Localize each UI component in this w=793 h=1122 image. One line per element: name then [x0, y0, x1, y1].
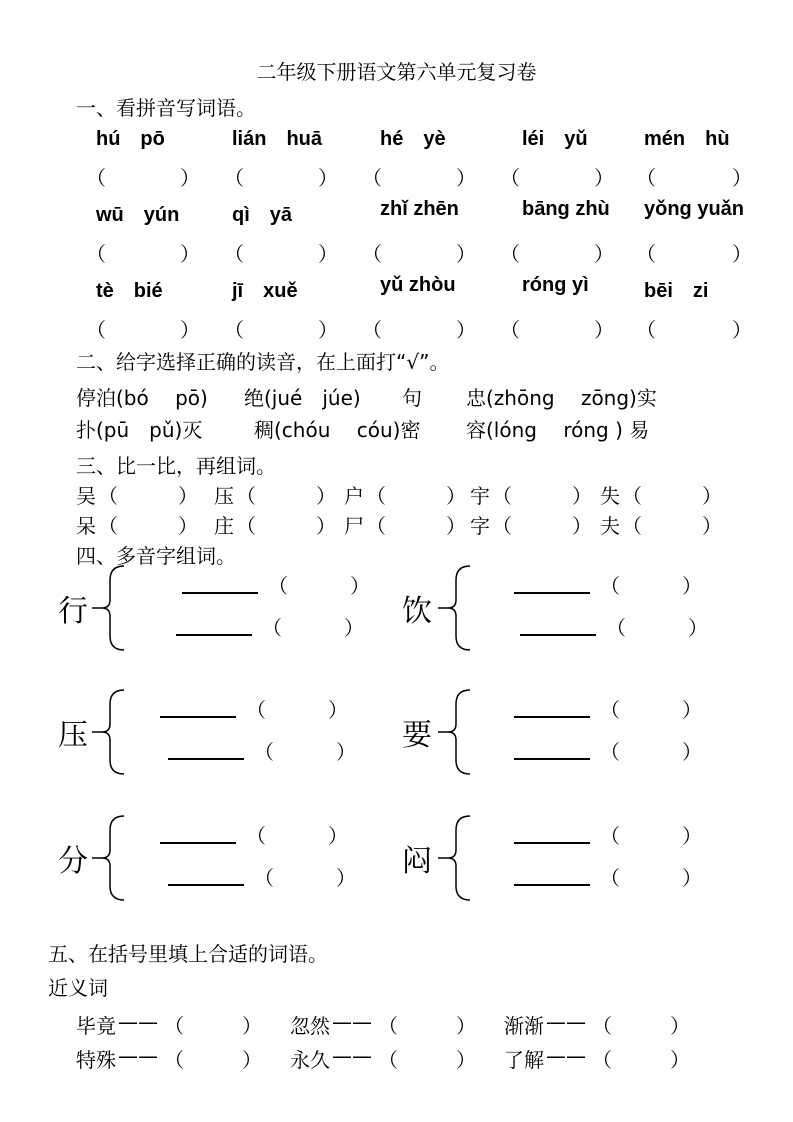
answer-paren-close[interactable]: ）: [732, 318, 752, 342]
answer-paren-close[interactable]: ）: [456, 242, 476, 266]
polyphone-char: 分: [58, 844, 88, 879]
reading-item-5: 扑(pū pǔ)灭: [76, 418, 203, 442]
answer-paren-close[interactable]: ）: [732, 242, 752, 266]
answer-paren-close[interactable]: ）: [178, 514, 198, 538]
answer-paren-open[interactable]: （: [224, 318, 244, 342]
answer-paren-close[interactable]: ）: [446, 484, 466, 508]
answer-paren-close[interactable]: ）: [316, 484, 336, 508]
answer-blank[interactable]: [514, 842, 590, 844]
answer-paren-open[interactable]: （: [366, 484, 386, 508]
answer-paren-close[interactable]: ）: [336, 740, 356, 764]
answer-paren-close[interactable]: ）: [328, 698, 348, 722]
reading-item-2: 绝(jué júe): [244, 386, 361, 410]
answer-paren-close[interactable]: ）: [456, 1048, 476, 1072]
dash: ——: [546, 1010, 586, 1034]
pinyin-word: hú pō: [96, 128, 165, 150]
synonym-word: 了解: [504, 1048, 544, 1072]
section-1-heading: 一、看拼音写词语。: [76, 96, 256, 120]
answer-paren-open[interactable]: （: [98, 514, 118, 538]
answer-paren-close[interactable]: ）: [572, 514, 592, 538]
answer-paren-close[interactable]: ）: [344, 616, 364, 640]
answer-paren-close[interactable]: ）: [682, 698, 702, 722]
answer-paren-open[interactable]: （: [592, 1048, 612, 1072]
answer-paren-close[interactable]: ）: [242, 1014, 262, 1038]
reading-item-4: 忠(zhōng zōng)实: [466, 386, 657, 410]
compare-char: 压: [214, 484, 234, 508]
answer-paren-close[interactable]: ）: [178, 484, 198, 508]
compare-char: 吴: [76, 484, 96, 508]
answer-paren-open[interactable]: （: [246, 698, 266, 722]
answer-paren-open[interactable]: （: [236, 514, 256, 538]
answer-paren-open[interactable]: （: [98, 484, 118, 508]
answer-paren-close[interactable]: ）: [594, 166, 614, 190]
answer-blank[interactable]: [160, 716, 236, 718]
answer-blank[interactable]: [514, 716, 590, 718]
right-brace: [448, 816, 470, 900]
answer-paren-open[interactable]: （: [500, 318, 520, 342]
answer-paren-open[interactable]: （: [164, 1048, 184, 1072]
answer-paren-open[interactable]: （: [492, 484, 512, 508]
answer-paren-open[interactable]: （: [362, 318, 382, 342]
reading-item-3: 句: [402, 386, 422, 410]
answer-paren-open[interactable]: （: [378, 1048, 398, 1072]
answer-paren-close[interactable]: ）: [328, 824, 348, 848]
answer-paren-open[interactable]: （: [246, 824, 266, 848]
dash: ——: [546, 1044, 586, 1068]
answer-paren-close[interactable]: ）: [594, 242, 614, 266]
answer-paren-close[interactable]: ）: [670, 1048, 690, 1072]
answer-paren-open[interactable]: （: [600, 698, 620, 722]
answer-paren-open[interactable]: （: [636, 318, 656, 342]
dash: ——: [118, 1044, 158, 1068]
dash: ——: [118, 1010, 158, 1034]
answer-paren-open[interactable]: （: [622, 484, 642, 508]
answer-paren-open[interactable]: （: [500, 242, 520, 266]
answer-paren-open[interactable]: （: [600, 574, 620, 598]
section-5-heading: 五、在括号里填上合适的词语。: [48, 942, 328, 966]
answer-paren-open[interactable]: （: [268, 574, 288, 598]
left-brace: [102, 816, 124, 900]
pinyin-word: qì yā: [232, 204, 293, 226]
pinyin-word: yǒng yuǎn: [644, 198, 745, 220]
left-brace: [102, 566, 124, 650]
answer-paren-close[interactable]: ）: [242, 1048, 262, 1072]
answer-paren-open[interactable]: （: [224, 166, 244, 190]
answer-blank[interactable]: [514, 758, 590, 760]
synonym-word: 忽然: [290, 1014, 330, 1038]
pinyin-word: wū yún: [96, 204, 180, 226]
answer-paren-close[interactable]: ）: [180, 318, 200, 342]
answer-paren-close[interactable]: ）: [682, 824, 702, 848]
answer-paren-open[interactable]: （: [362, 166, 382, 190]
answer-paren-open[interactable]: （: [622, 514, 642, 538]
pinyin-word: zhǐ zhēn: [380, 198, 459, 220]
compare-char: 宇: [470, 484, 490, 508]
right-brace: [448, 566, 470, 650]
answer-paren-close[interactable]: ）: [318, 318, 338, 342]
dash: ——: [332, 1044, 372, 1068]
answer-paren-open[interactable]: （: [600, 866, 620, 890]
answer-blank[interactable]: [160, 842, 236, 844]
answer-paren-open[interactable]: （: [254, 740, 274, 764]
answer-paren-close[interactable]: ）: [456, 166, 476, 190]
answer-paren-close[interactable]: ）: [594, 318, 614, 342]
answer-paren-open[interactable]: （: [500, 166, 520, 190]
section-4-heading: 四、多音字组词。: [76, 544, 236, 568]
answer-paren-close[interactable]: ）: [316, 514, 336, 538]
pinyin-word: mén hù: [644, 128, 730, 150]
answer-paren-open[interactable]: （: [86, 166, 106, 190]
answer-paren-close[interactable]: ）: [180, 166, 200, 190]
reading-item-7: 容(lóng róng ) 易: [466, 418, 650, 442]
answer-paren-open[interactable]: （: [492, 514, 512, 538]
answer-paren-close[interactable]: ）: [670, 1014, 690, 1038]
compare-char: 尸: [344, 514, 364, 538]
answer-paren-open[interactable]: （: [362, 242, 382, 266]
answer-paren-close[interactable]: ）: [732, 166, 752, 190]
polyphone-char: 闷: [402, 844, 432, 879]
polyphone-char: 行: [58, 594, 88, 629]
compare-char: 呆: [76, 514, 96, 538]
answer-blank[interactable]: [176, 634, 252, 636]
answer-paren-open[interactable]: （: [254, 866, 274, 890]
pinyin-word: léi yǔ: [522, 128, 588, 150]
answer-paren-close[interactable]: ）: [682, 740, 702, 764]
answer-blank[interactable]: [520, 634, 596, 636]
synonym-word: 渐渐: [504, 1014, 544, 1038]
answer-paren-close[interactable]: ）: [456, 1014, 476, 1038]
answer-paren-close[interactable]: ）: [456, 318, 476, 342]
answer-paren-open[interactable]: （: [606, 616, 626, 640]
polyphone-char: 压: [58, 718, 88, 753]
answer-paren-close[interactable]: ）: [688, 616, 708, 640]
answer-paren-open[interactable]: （: [600, 824, 620, 848]
answer-paren-close[interactable]: ）: [318, 242, 338, 266]
pinyin-word: hé yè: [380, 128, 446, 150]
answer-paren-open[interactable]: （: [366, 514, 386, 538]
compare-char: 字: [470, 514, 490, 538]
compare-char: 夫: [600, 514, 620, 538]
synonym-word: 特殊: [76, 1048, 116, 1072]
answer-paren-open[interactable]: （: [86, 318, 106, 342]
answer-paren-close[interactable]: ）: [336, 866, 356, 890]
pinyin-word: yǔ zhòu: [380, 274, 456, 296]
answer-paren-close[interactable]: ）: [682, 866, 702, 890]
section-2-heading: 二、给字选择正确的读音，在上面打“√”。: [76, 350, 450, 374]
answer-paren-open[interactable]: （: [262, 616, 282, 640]
answer-blank[interactable]: [168, 884, 244, 886]
dash: ——: [332, 1010, 372, 1034]
compare-char: 户: [344, 484, 364, 508]
answer-blank[interactable]: [514, 884, 590, 886]
pinyin-word: jī xuě: [232, 280, 298, 302]
answer-paren-open[interactable]: （: [636, 166, 656, 190]
synonym-word: 毕竟: [76, 1014, 116, 1038]
answer-paren-close[interactable]: ）: [350, 574, 370, 598]
compare-char: 庄: [214, 514, 234, 538]
answer-paren-close[interactable]: ）: [702, 514, 722, 538]
answer-paren-close[interactable]: ）: [682, 574, 702, 598]
answer-paren-open[interactable]: （: [86, 242, 106, 266]
pinyin-word: bēi zi: [644, 280, 709, 302]
synonym-label: 近义词: [48, 976, 108, 1000]
pinyin-word: tè bié: [96, 280, 163, 302]
answer-paren-open[interactable]: （: [224, 242, 244, 266]
polyphone-char: 饮: [402, 594, 432, 629]
answer-paren-open[interactable]: （: [600, 740, 620, 764]
answer-blank[interactable]: [514, 592, 590, 594]
page-title: 二年级下册语文第六单元复习卷: [256, 60, 537, 84]
reading-item-6: 稠(chóu cóu)密: [254, 418, 421, 442]
answer-paren-open[interactable]: （: [378, 1014, 398, 1038]
answer-paren-close[interactable]: ）: [318, 166, 338, 190]
pinyin-word: lián huā: [232, 128, 323, 150]
reading-item-1: 停泊(bó pō): [76, 386, 208, 410]
answer-blank[interactable]: [182, 592, 258, 594]
right-brace: [448, 690, 470, 774]
pinyin-word: bāng zhù: [522, 198, 610, 220]
compare-char: 失: [600, 484, 620, 508]
pinyin-word: róng yì: [522, 274, 589, 296]
left-brace: [102, 690, 124, 774]
answer-paren-close[interactable]: ）: [180, 242, 200, 266]
synonym-word: 永久: [290, 1048, 330, 1072]
answer-blank[interactable]: [168, 758, 244, 760]
section-3-heading: 三、比一比，再组词。: [76, 454, 276, 478]
answer-paren-open[interactable]: （: [164, 1014, 184, 1038]
answer-paren-close[interactable]: ）: [446, 514, 466, 538]
answer-paren-close[interactable]: ）: [702, 484, 722, 508]
polyphone-char: 要: [402, 718, 432, 753]
answer-paren-open[interactable]: （: [592, 1014, 612, 1038]
answer-paren-close[interactable]: ）: [572, 484, 592, 508]
answer-paren-open[interactable]: （: [236, 484, 256, 508]
answer-paren-open[interactable]: （: [636, 242, 656, 266]
